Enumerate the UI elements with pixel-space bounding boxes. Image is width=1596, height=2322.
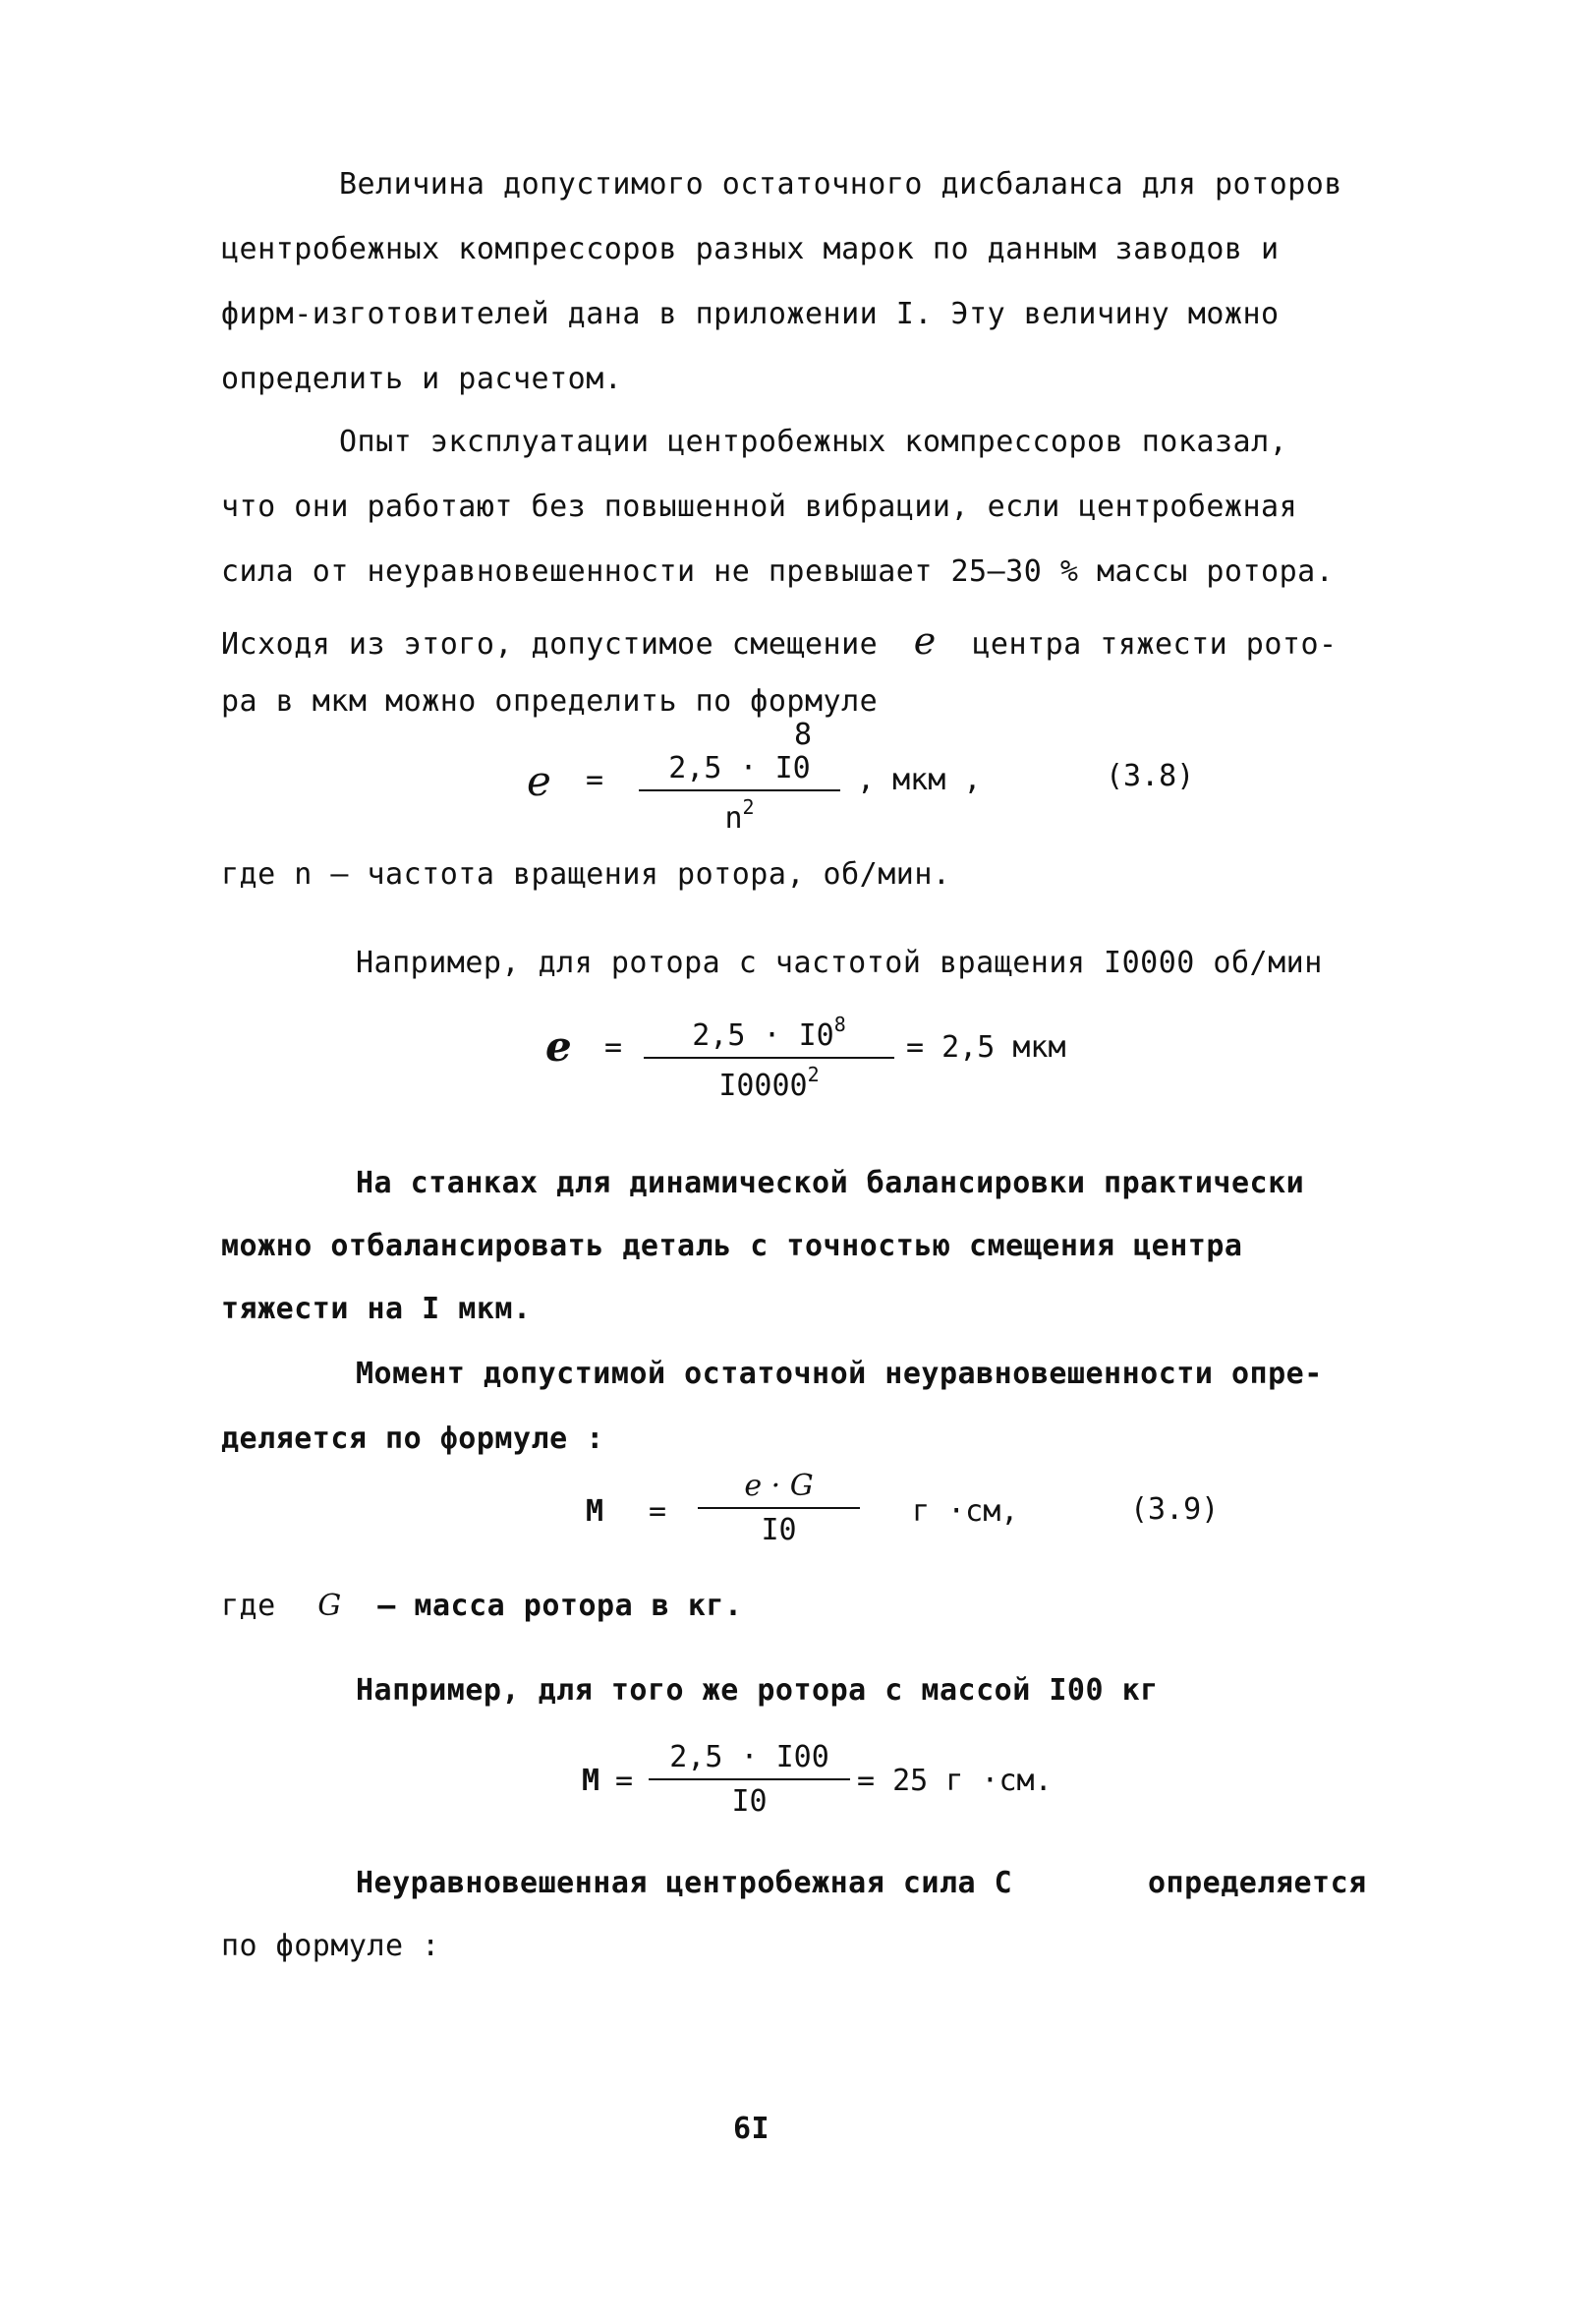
fraction-bar — [698, 1507, 860, 1509]
fraction-bar — [644, 1057, 894, 1059]
formula-3-9-numerator: e · G — [744, 1469, 814, 1503]
calc-1-fraction — [644, 1013, 894, 1103]
p2-line-4 — [221, 619, 1338, 663]
p4-line-2: деляется по формуле : — [221, 1422, 604, 1456]
p5-line-2: по формуле : — [221, 1929, 440, 1963]
p1-line-3: фирм-изготовителей дана в приложении I. Эту величину можно — [221, 297, 1280, 331]
formula-3-8-exponent: 8 — [794, 718, 813, 752]
p3-line-2: можно отбалансировать деталь с точностью смещения центра — [221, 1229, 1243, 1263]
p4-line-1: Момент допустимой остаточной неуравновешенности опре- — [356, 1357, 1323, 1391]
calc-2-result: = 25 г ·см. — [857, 1764, 1053, 1798]
formula-3-9-denominator: I0 — [761, 1513, 797, 1547]
where-g-line — [221, 1589, 743, 1623]
formula-3-9-eq: = — [649, 1494, 667, 1529]
p1-line-4: определить и расчетом. — [221, 362, 623, 396]
formula-3-9-fraction — [698, 1469, 860, 1547]
example-2-line: Например, для того же ротора с массой I00 кг — [356, 1673, 1159, 1708]
p2-line-2: что они работают без повышенной вибрации, если центробежная — [221, 490, 1298, 524]
p3-line-1: На станках для динамической балансировки практически — [356, 1166, 1305, 1200]
p2-line-5: ра в мкм можно определить по формуле — [221, 684, 879, 719]
calc-1-eq: = — [604, 1030, 623, 1065]
where-g-text: – масса ротора в кг. — [377, 1589, 743, 1623]
p2-line-4-a: Исходя из этого, допустимое смещение — [221, 627, 879, 662]
formula-3-9-lhs: М — [586, 1494, 604, 1529]
p2-line-4-b: центра тяжести рото- — [972, 627, 1338, 662]
fraction-bar — [639, 789, 840, 791]
calc-1-result: = 2,5 мкм — [906, 1030, 1066, 1065]
p5-line-1-end: определяется — [1148, 1866, 1367, 1900]
p3-line-3: тяжести на I мкм. — [221, 1292, 532, 1326]
g-symbol: G — [317, 1589, 342, 1623]
formula-3-9-label: (3.9) — [1130, 1492, 1220, 1527]
formula-3-8-label: (3.8) — [1106, 759, 1195, 793]
where-g-prefix: где — [221, 1589, 276, 1623]
calc-2-lhs: М — [582, 1764, 600, 1798]
p2-line-1: Опыт эксплуатации центробежных компрессоров показал, — [339, 425, 1288, 459]
calc-2-eq: = — [615, 1764, 634, 1798]
formula-3-8-lhs: e — [527, 757, 551, 805]
calc-1-denominator: I0000$^2$ — [718, 1063, 820, 1103]
p2-line-3: сила от неуравновешенности не превышает 25–30 % массы ротора. — [221, 554, 1335, 589]
calc-2-numerator: 2,5 · I00 — [669, 1740, 829, 1774]
where-n-line: где n – частота вращения ротора, об/мин. — [221, 857, 951, 892]
p1-line-2: центробежных компрессоров разных марок по данным заводов и — [221, 232, 1280, 266]
calc-2-denominator: I0 — [731, 1784, 768, 1819]
calc-2-fraction — [649, 1740, 850, 1819]
p5-line-1-start: Неуравновешенная центробежная сила С — [356, 1866, 1013, 1900]
example-1-line: Например, для ротора с частотой вращения I0000 об/мин — [356, 946, 1323, 980]
formula-3-8-fraction — [639, 751, 840, 836]
formula-3-8-denominator: $n^2$ — [724, 795, 755, 836]
formula-3-8-unit: , мкм , — [857, 763, 982, 797]
calc-1-numerator: $2,5 \cdot I0^8$ — [692, 1013, 846, 1053]
formula-3-8-numerator: 2,5 · I0 — [668, 751, 811, 785]
e-symbol-inline: e — [913, 619, 937, 663]
p1-line-1: Величина допустимого остаточного дисбаланса для роторов — [339, 167, 1342, 202]
page-number: 6I — [733, 2112, 770, 2146]
formula-3-9-unit: г ·см, — [912, 1494, 1019, 1529]
formula-3-8-eq: = — [586, 763, 604, 797]
calc-1-lhs: e — [545, 1022, 572, 1071]
fraction-bar — [649, 1778, 850, 1780]
